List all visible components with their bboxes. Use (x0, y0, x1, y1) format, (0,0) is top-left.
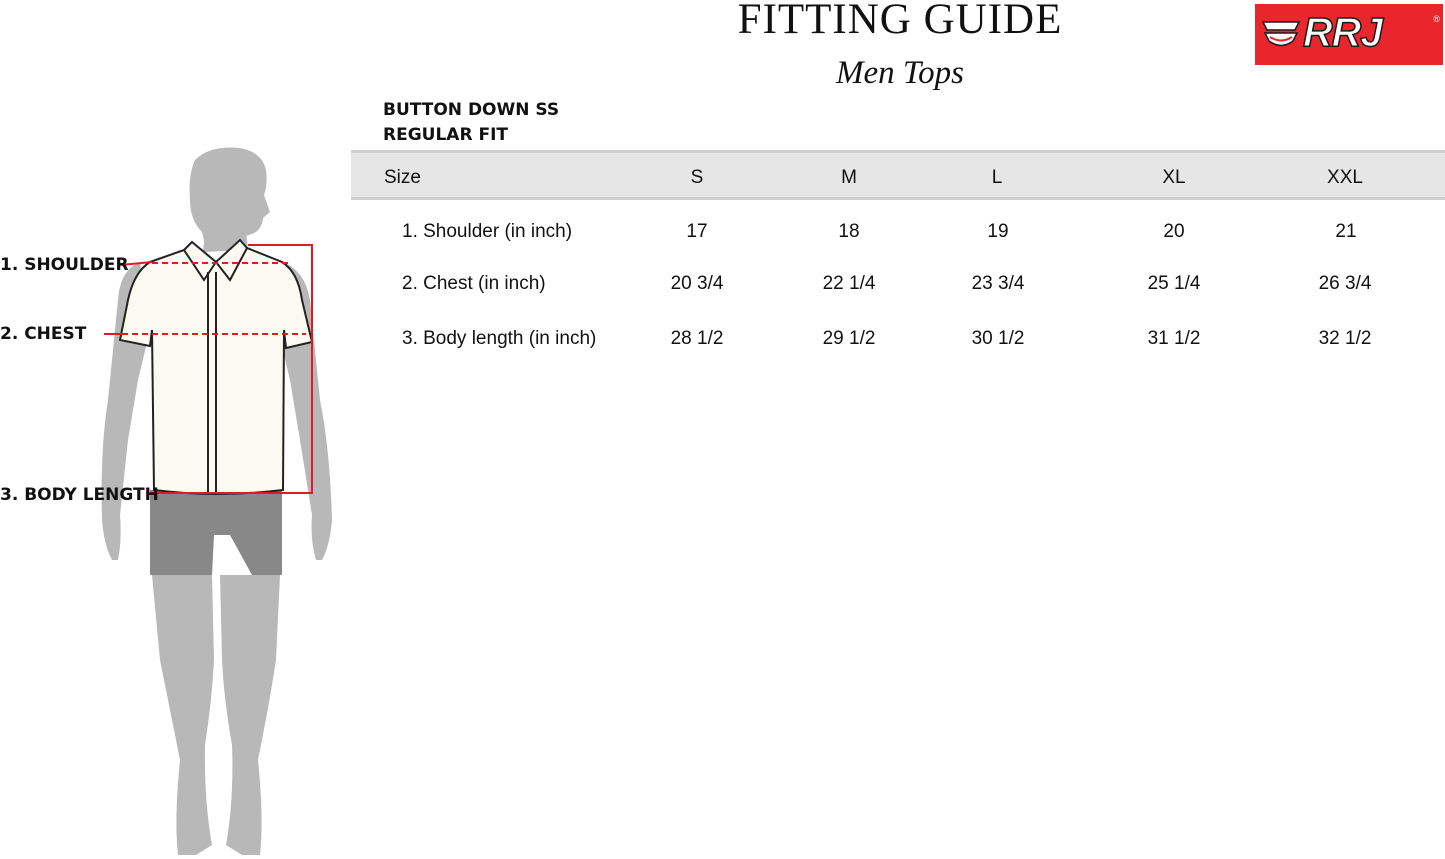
table-cell: 31 1/2 (1147, 328, 1201, 349)
product-description (383, 98, 559, 148)
size-column-header: L (991, 167, 1003, 188)
logo-wordmark: RRJ (1303, 9, 1383, 55)
table-cell: 23 3/4 (971, 273, 1025, 294)
body-length-measure-label: 3. BODY LENGTH (0, 485, 159, 505)
table-cell: 25 1/4 (1147, 273, 1201, 294)
size-column-header: XL (1162, 167, 1186, 188)
table-cell: 17 (686, 221, 708, 242)
size-column-header: S (690, 167, 704, 188)
chest-measure-label: 2. CHEST (0, 324, 87, 344)
table-cell: 22 1/4 (822, 273, 876, 294)
row-label: 1. Shoulder (in inch) (402, 221, 573, 242)
table-cell: 20 3/4 (670, 273, 724, 294)
table-header-row (351, 150, 1445, 200)
table-cell: 30 1/2 (971, 328, 1025, 349)
product-fit: REGULAR FIT (383, 125, 508, 145)
table-cell: 26 3/4 (1318, 273, 1372, 294)
shoulder-measure-label: 1. SHOULDER (0, 255, 129, 275)
table-cell: 19 (987, 221, 1009, 242)
size-column-header: M (841, 167, 857, 188)
size-chart-table (351, 150, 1445, 400)
product-style: BUTTON DOWN SS (383, 100, 560, 120)
table-cell: 28 1/2 (670, 328, 724, 349)
row-label: 2. Chest (in inch) (402, 273, 546, 294)
registered-mark: ® (1433, 14, 1440, 24)
table-cell: 32 1/2 (1318, 328, 1372, 349)
brand-logo (1255, 4, 1443, 65)
size-header-label: Size (384, 167, 421, 188)
size-column-header: XXL (1327, 167, 1363, 188)
table-cell: 29 1/2 (822, 328, 876, 349)
page-title: FITTING GUIDE (737, 0, 1063, 43)
row-label: 3. Body length (in inch) (402, 328, 597, 349)
page-subtitle: Men Tops (835, 55, 965, 91)
table-cell: 21 (1335, 221, 1357, 242)
table-cell: 20 (1163, 221, 1185, 242)
shield-icon (1261, 18, 1301, 52)
table-cell: 18 (838, 221, 860, 242)
